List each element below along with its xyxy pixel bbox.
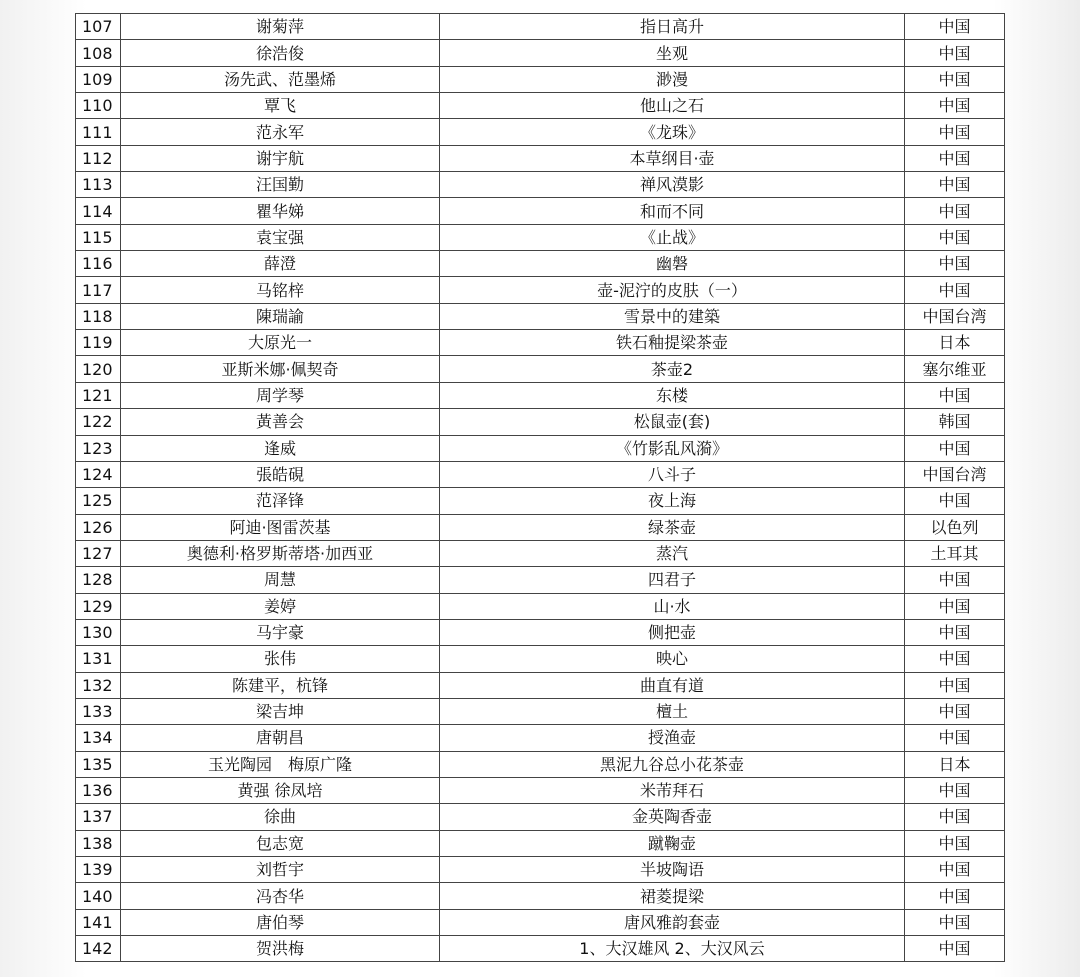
author-name-cell: 瞿华娣 xyxy=(121,198,440,224)
country-cell: 中国 xyxy=(905,198,1005,224)
country-cell: 中国 xyxy=(905,698,1005,724)
country-cell: 中国 xyxy=(905,857,1005,883)
author-name-cell: 亚斯米娜·佩契奇 xyxy=(121,356,440,382)
country-cell: 以色列 xyxy=(905,514,1005,540)
country-cell: 中国 xyxy=(905,830,1005,856)
author-name-cell: 徐曲 xyxy=(121,804,440,830)
work-title-cell: 铁石釉提梁茶壶 xyxy=(440,330,905,356)
work-title-cell: 松鼠壶(套) xyxy=(440,409,905,435)
country-cell: 中国 xyxy=(905,725,1005,751)
country-cell: 中国 xyxy=(905,14,1005,40)
table-row xyxy=(76,857,1005,883)
author-name-cell: 马铭梓 xyxy=(121,277,440,303)
entry-number-cell: 137 xyxy=(76,804,121,830)
country-cell: 日本 xyxy=(905,751,1005,777)
country-cell: 中国 xyxy=(905,382,1005,408)
author-name-cell: 周学琴 xyxy=(121,382,440,408)
country-cell: 中国 xyxy=(905,936,1005,962)
entries-table-body xyxy=(76,14,1005,962)
table-row xyxy=(76,224,1005,250)
work-title-cell: 授渔壶 xyxy=(440,725,905,751)
country-cell: 土耳其 xyxy=(905,540,1005,566)
table-row xyxy=(76,198,1005,224)
work-title-cell: 壶-泥泞的皮肤（一） xyxy=(440,277,905,303)
work-title-cell: 侧把壶 xyxy=(440,619,905,645)
entry-number-cell: 134 xyxy=(76,725,121,751)
entry-number-cell: 125 xyxy=(76,488,121,514)
work-title-cell: 夜上海 xyxy=(440,488,905,514)
entry-number-cell: 108 xyxy=(76,40,121,66)
country-cell: 中国 xyxy=(905,619,1005,645)
work-title-cell: 禅风漠影 xyxy=(440,172,905,198)
table-row xyxy=(76,356,1005,382)
country-cell: 中国 xyxy=(905,145,1005,171)
author-name-cell: 阿迪·图雷茨基 xyxy=(121,514,440,540)
entry-number-cell: 116 xyxy=(76,251,121,277)
table-row xyxy=(76,330,1005,356)
work-title-cell: 《止战》 xyxy=(440,224,905,250)
work-title-cell: 半坡陶语 xyxy=(440,857,905,883)
table-row xyxy=(76,936,1005,962)
work-title-cell: 蹴鞠壶 xyxy=(440,830,905,856)
work-title-cell: 四君子 xyxy=(440,567,905,593)
entry-number-cell: 126 xyxy=(76,514,121,540)
entries-table xyxy=(75,13,1005,962)
work-title-cell: 渺漫 xyxy=(440,66,905,92)
entry-number-cell: 115 xyxy=(76,224,121,250)
author-name-cell: 逢威 xyxy=(121,435,440,461)
table-row xyxy=(76,514,1005,540)
author-name-cell: 張皓硯 xyxy=(121,461,440,487)
entry-number-cell: 113 xyxy=(76,172,121,198)
entry-number-cell: 129 xyxy=(76,593,121,619)
author-name-cell: 包志宽 xyxy=(121,830,440,856)
entry-number-cell: 112 xyxy=(76,145,121,171)
author-name-cell: 唐朝昌 xyxy=(121,725,440,751)
author-name-cell: 薛澄 xyxy=(121,251,440,277)
entry-number-cell: 114 xyxy=(76,198,121,224)
table-row xyxy=(76,593,1005,619)
work-title-cell: 蒸汽 xyxy=(440,540,905,566)
author-name-cell: 张伟 xyxy=(121,646,440,672)
table-row xyxy=(76,883,1005,909)
country-cell: 中国 xyxy=(905,804,1005,830)
country-cell: 中国 xyxy=(905,909,1005,935)
entry-number-cell: 135 xyxy=(76,751,121,777)
author-name-cell: 陳瑞諭 xyxy=(121,303,440,329)
entry-number-cell: 132 xyxy=(76,672,121,698)
entry-number-cell: 121 xyxy=(76,382,121,408)
table-row xyxy=(76,251,1005,277)
table-row xyxy=(76,461,1005,487)
work-title-cell: 坐观 xyxy=(440,40,905,66)
table-row xyxy=(76,66,1005,92)
entry-number-cell: 127 xyxy=(76,540,121,566)
work-title-cell: 绿茶壶 xyxy=(440,514,905,540)
table-row xyxy=(76,409,1005,435)
work-title-cell: 映心 xyxy=(440,646,905,672)
author-name-cell: 黄强 徐凤培 xyxy=(121,777,440,803)
country-cell: 日本 xyxy=(905,330,1005,356)
work-title-cell: 茶壶2 xyxy=(440,356,905,382)
country-cell: 中国 xyxy=(905,93,1005,119)
country-cell: 中国 xyxy=(905,224,1005,250)
country-cell: 中国 xyxy=(905,593,1005,619)
table-row xyxy=(76,172,1005,198)
table-row xyxy=(76,488,1005,514)
author-name-cell: 大原光一 xyxy=(121,330,440,356)
author-name-cell: 马宇豪 xyxy=(121,619,440,645)
country-cell: 中国台湾 xyxy=(905,303,1005,329)
table-row xyxy=(76,277,1005,303)
work-title-cell: 山·水 xyxy=(440,593,905,619)
entry-number-cell: 130 xyxy=(76,619,121,645)
author-name-cell: 谢宇航 xyxy=(121,145,440,171)
entry-number-cell: 110 xyxy=(76,93,121,119)
work-title-cell: 本草纲目·壶 xyxy=(440,145,905,171)
entry-number-cell: 107 xyxy=(76,14,121,40)
entry-number-cell: 131 xyxy=(76,646,121,672)
country-cell: 中国 xyxy=(905,646,1005,672)
entry-number-cell: 136 xyxy=(76,777,121,803)
author-name-cell: 袁宝强 xyxy=(121,224,440,250)
table-row xyxy=(76,777,1005,803)
country-cell: 中国 xyxy=(905,488,1005,514)
author-name-cell: 周慧 xyxy=(121,567,440,593)
author-name-cell: 范泽锋 xyxy=(121,488,440,514)
table-row xyxy=(76,804,1005,830)
table-row xyxy=(76,382,1005,408)
work-title-cell: 幽磐 xyxy=(440,251,905,277)
table-row xyxy=(76,751,1005,777)
table-row xyxy=(76,698,1005,724)
author-name-cell: 姜婷 xyxy=(121,593,440,619)
country-cell: 中国 xyxy=(905,567,1005,593)
entry-number-cell: 109 xyxy=(76,66,121,92)
work-title-cell: 檀土 xyxy=(440,698,905,724)
work-title-cell: 雪景中的建築 xyxy=(440,303,905,329)
country-cell: 中国 xyxy=(905,672,1005,698)
entry-number-cell: 142 xyxy=(76,936,121,962)
country-cell: 中国 xyxy=(905,277,1005,303)
table-row xyxy=(76,435,1005,461)
author-name-cell: 黃善会 xyxy=(121,409,440,435)
work-title-cell: 他山之石 xyxy=(440,93,905,119)
table-row xyxy=(76,567,1005,593)
table-row xyxy=(76,14,1005,40)
country-cell: 中国台湾 xyxy=(905,461,1005,487)
country-cell: 中国 xyxy=(905,883,1005,909)
table-row xyxy=(76,619,1005,645)
country-cell: 塞尔维亚 xyxy=(905,356,1005,382)
author-name-cell: 汤先武、范墨烯 xyxy=(121,66,440,92)
author-name-cell: 奥德利·格罗斯蒂塔·加西亚 xyxy=(121,540,440,566)
work-title-cell: 指日高升 xyxy=(440,14,905,40)
author-name-cell: 冯杏华 xyxy=(121,883,440,909)
table-row xyxy=(76,646,1005,672)
work-title-cell: 金英陶香壶 xyxy=(440,804,905,830)
table-row xyxy=(76,830,1005,856)
work-title-cell: 东楼 xyxy=(440,382,905,408)
work-title-cell: 裙菱提梁 xyxy=(440,883,905,909)
work-title-cell: 唐风雅韵套壶 xyxy=(440,909,905,935)
entry-number-cell: 122 xyxy=(76,409,121,435)
country-cell: 中国 xyxy=(905,777,1005,803)
work-title-cell: 《竹影乱风漪》 xyxy=(440,435,905,461)
work-title-cell: 《龙珠》 xyxy=(440,119,905,145)
table-row xyxy=(76,40,1005,66)
author-name-cell: 汪国勤 xyxy=(121,172,440,198)
table-row xyxy=(76,540,1005,566)
entry-number-cell: 138 xyxy=(76,830,121,856)
table-row xyxy=(76,909,1005,935)
country-cell: 中国 xyxy=(905,172,1005,198)
entry-number-cell: 140 xyxy=(76,883,121,909)
table-row xyxy=(76,672,1005,698)
author-name-cell: 范永军 xyxy=(121,119,440,145)
author-name-cell: 唐伯琴 xyxy=(121,909,440,935)
entry-number-cell: 120 xyxy=(76,356,121,382)
author-name-cell: 徐浩俊 xyxy=(121,40,440,66)
author-name-cell: 贺洪梅 xyxy=(121,936,440,962)
table-row xyxy=(76,303,1005,329)
country-cell: 中国 xyxy=(905,251,1005,277)
table-row xyxy=(76,145,1005,171)
entry-number-cell: 124 xyxy=(76,461,121,487)
work-title-cell: 曲直有道 xyxy=(440,672,905,698)
work-title-cell: 1、大汉雄风 2、大汉风云 xyxy=(440,936,905,962)
work-title-cell: 米芾拜石 xyxy=(440,777,905,803)
country-cell: 中国 xyxy=(905,119,1005,145)
entry-number-cell: 133 xyxy=(76,698,121,724)
table-row xyxy=(76,119,1005,145)
author-name-cell: 陈建平，杭锋 xyxy=(121,672,440,698)
country-cell: 韩国 xyxy=(905,409,1005,435)
author-name-cell: 覃飞 xyxy=(121,93,440,119)
table-row xyxy=(76,93,1005,119)
country-cell: 中国 xyxy=(905,40,1005,66)
entry-number-cell: 141 xyxy=(76,909,121,935)
author-name-cell: 谢菊萍 xyxy=(121,14,440,40)
entry-number-cell: 111 xyxy=(76,119,121,145)
entry-number-cell: 139 xyxy=(76,857,121,883)
work-title-cell: 黑泥九谷总小花茶壶 xyxy=(440,751,905,777)
author-name-cell: 梁吉坤 xyxy=(121,698,440,724)
author-name-cell: 刘哲宇 xyxy=(121,857,440,883)
entry-number-cell: 118 xyxy=(76,303,121,329)
entry-number-cell: 119 xyxy=(76,330,121,356)
country-cell: 中国 xyxy=(905,435,1005,461)
work-title-cell: 和而不同 xyxy=(440,198,905,224)
entry-number-cell: 123 xyxy=(76,435,121,461)
entry-number-cell: 128 xyxy=(76,567,121,593)
table-row xyxy=(76,725,1005,751)
country-cell: 中国 xyxy=(905,66,1005,92)
entry-number-cell: 117 xyxy=(76,277,121,303)
work-title-cell: 八斗子 xyxy=(440,461,905,487)
author-name-cell: 玉光陶园 梅原广隆 xyxy=(121,751,440,777)
